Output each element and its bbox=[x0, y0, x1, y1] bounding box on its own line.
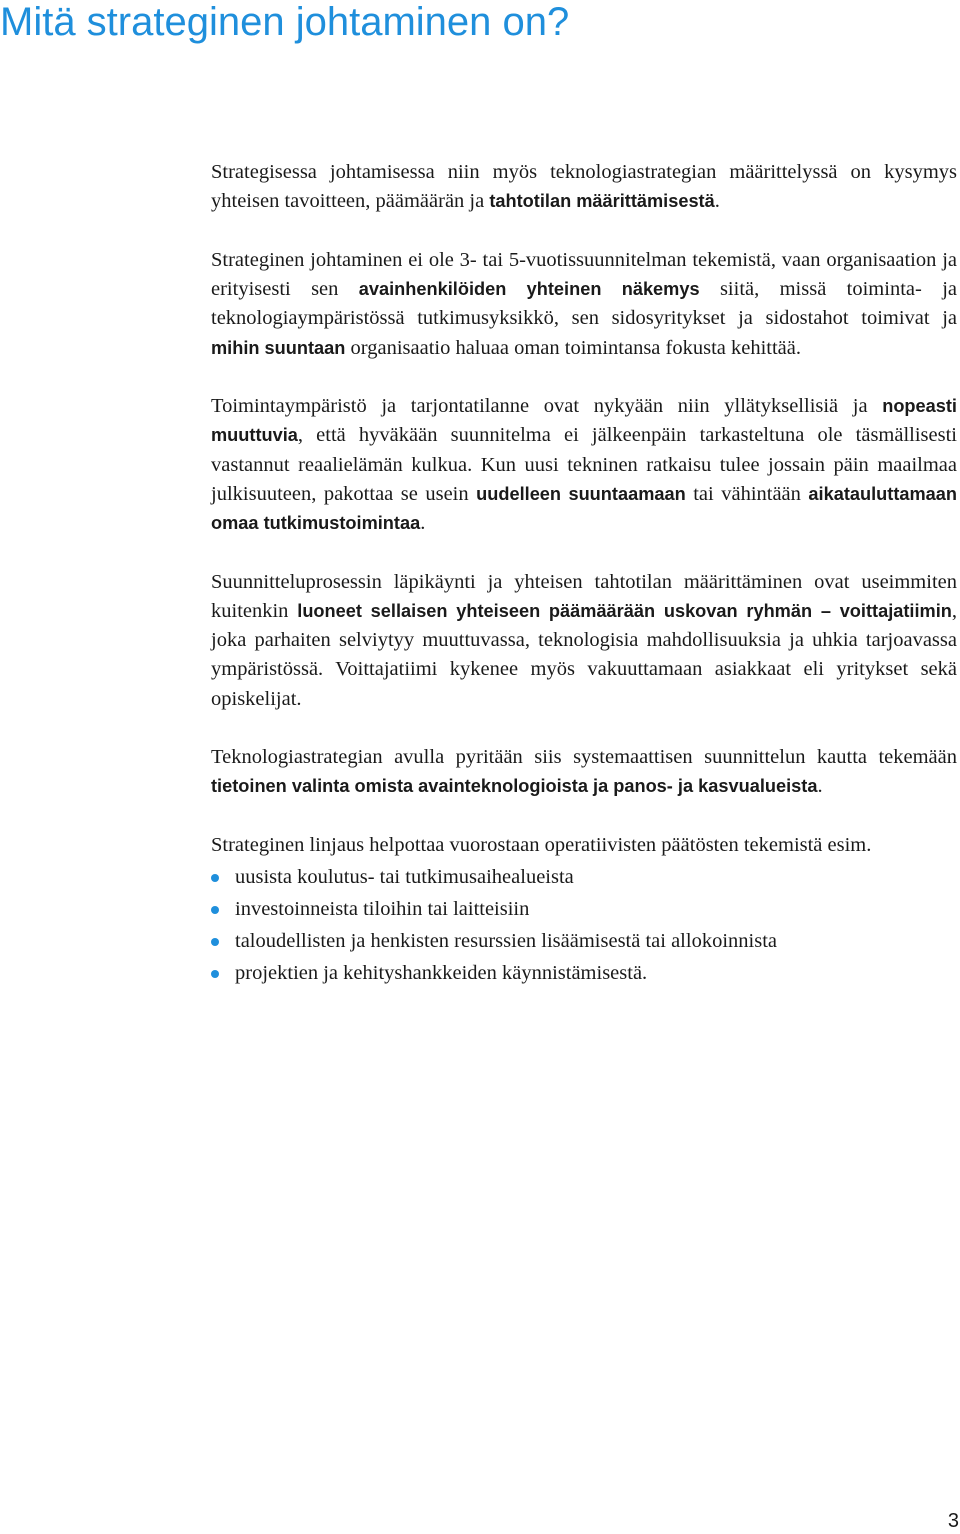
paragraph-text: organisaatio haluaa oman toimintansa fokusta kehittää. bbox=[345, 336, 802, 359]
page-title: Mitä strateginen johtaminen on? bbox=[0, 0, 570, 44]
paragraph-text: , joka parhaiten selviytyy muuttuvassa, teknologisia mahdollisuuksia ja uhkia tarjoavassa ympäristössä. Voittajatiimi kykenee myös vakuuttamaan asiakkaat eli yritykset sekä opiskelijat. bbox=[211, 599, 957, 710]
paragraph bbox=[211, 392, 957, 538]
emphasis-text: nopeasti muuttuvia bbox=[211, 396, 957, 446]
list-item bbox=[211, 926, 957, 958]
paragraph-text: Suunnitteluprosessin läpikäynti ja yhteisen tahtotilan määrittäminen ovat useimmiten kuitenkin bbox=[211, 570, 957, 622]
paragraph-text: Teknologiastrategian avulla pyritään siis systemaattisen suunnittelun kautta tekemään bbox=[211, 746, 957, 769]
emphasis-text: aikatauluttamaan omaa tutkimustoimintaa bbox=[211, 483, 958, 534]
emphasis-text: tahtotilan määrittämisestä bbox=[489, 191, 715, 212]
paragraph-text: , että hyväkään suunnitelma ei jälkeenpäin tarkasteltuna ole täsmällisesti vastannut reaalielämän kulkua. Kun uusi tekninen ratkaisu tulee jossain päin maailmaa julkisuuteen, pakottaa se usein bbox=[211, 424, 957, 505]
emphasis-text: mihin suuntaan bbox=[211, 337, 346, 358]
paragraph-text: tai vähintään bbox=[685, 482, 809, 505]
page-number: 3 bbox=[947, 1510, 959, 1532]
emphasis-text: luoneet sellaisen yhteiseen päämäärään uskovan ryhmän – voittajatiimin bbox=[297, 600, 952, 621]
emphasis-text: avainhenkilöiden yhteinen näkemys bbox=[358, 279, 700, 300]
list-item bbox=[211, 894, 957, 926]
list-item bbox=[211, 958, 957, 990]
list-item-text: uusista koulutus- tai tutkimusaihealueista bbox=[235, 866, 574, 889]
paragraph bbox=[211, 831, 957, 860]
paragraph bbox=[211, 246, 957, 363]
emphasis-text: tietoinen valinta omista avainteknologioista ja panos- ja kasvualueista bbox=[211, 776, 818, 797]
bullet-list bbox=[211, 862, 957, 989]
bullet-dot-icon bbox=[211, 938, 219, 946]
emphasis-text: uudelleen suuntaamaan bbox=[476, 483, 686, 504]
paragraph-text: . bbox=[817, 775, 823, 798]
paragraph-text: . bbox=[714, 190, 720, 213]
list-item-text: projektien ja kehityshankkeiden käynnistämisestä. bbox=[235, 961, 648, 984]
list-item bbox=[211, 862, 957, 894]
list-item-text: investoinneista tiloihin tai laitteisiin bbox=[235, 898, 530, 921]
paragraph-text: Strateginen johtaminen ei ole 3- tai 5-vuotissuunnitelman tekemistä, vaan organisaation ja erityisesti sen bbox=[211, 248, 957, 301]
bullet-dot-icon bbox=[211, 874, 219, 882]
paragraph-text: Strategisessa johtamisessa niin myös teknologiastrategian määrittelyssä on kysymys yhteisen tavoitteen, päämäärän ja bbox=[211, 161, 957, 213]
paragraph bbox=[211, 743, 957, 801]
paragraph-text: Toimintaympäristö ja tarjontatilanne ovat nykyään niin yllätyksellisiä ja bbox=[211, 395, 883, 418]
bullet-dot-icon bbox=[211, 970, 219, 978]
bullet-dot-icon bbox=[211, 906, 219, 914]
body-text bbox=[211, 158, 957, 990]
list-item-text: taloudellisten ja henkisten resurssien lisäämisestä tai allokoinnista bbox=[235, 929, 777, 952]
paragraph-text: siitä, missä toiminta- ja teknologiaympäristössä tutkimusyksikkö, sen sidosyritykset ja sidostahot toimivat ja bbox=[211, 278, 957, 330]
paragraph-text: . bbox=[420, 512, 426, 535]
paragraph bbox=[211, 568, 957, 714]
paragraph bbox=[211, 158, 957, 216]
paragraph-text: Strateginen linjaus helpottaa vuorostaan operatiivisten päätösten tekemistä esim. bbox=[211, 834, 872, 857]
